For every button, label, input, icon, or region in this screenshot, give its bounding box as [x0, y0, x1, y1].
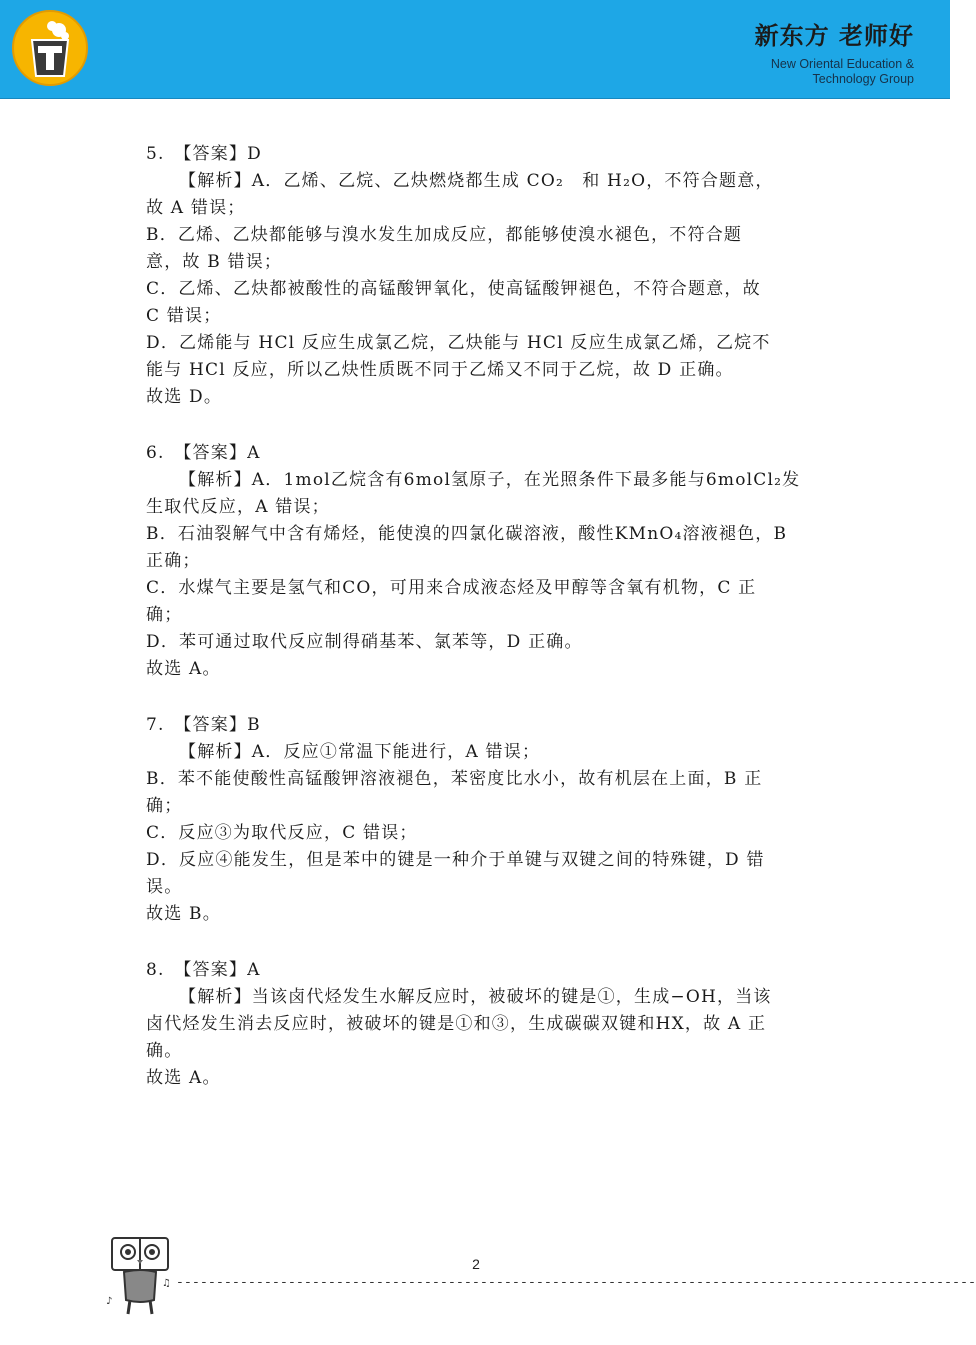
conclusion-line: 故选 D。: [146, 387, 223, 407]
analysis-line: 故 A 错误；: [146, 198, 246, 218]
bucket-logo-icon: [12, 10, 88, 86]
answer-line: 5. 【答案】D: [146, 144, 262, 164]
conclusion-line: 故选 A。: [146, 659, 221, 679]
analysis-line: 【解析】A．乙烯、乙烷、乙炔燃烧都生成 CO₂ 和 H₂O，不符合题意，: [179, 171, 774, 191]
owl-book-mascot-icon: [104, 1234, 176, 1318]
analysis-line: D．乙烯能与 HCl 反应生成氯乙烷，乙炔能与 HCl 反应生成氯乙烯，乙烷不: [146, 333, 771, 353]
analysis-line: 【解析】A．反应①常温下能进行，A 错误；: [179, 742, 541, 762]
brand-name-cn: 新东方 老师好: [754, 22, 914, 50]
question-5: [146, 141, 816, 411]
analysis-line: 卤代烃发生消去反应时，被破坏的键是①和③，生成碳碳双键和HX，故 A 正: [146, 1014, 767, 1034]
analysis-line: B．苯不能使酸性高锰酸钾溶液褪色，苯密度比水小，故有机层在上面，B 正: [146, 769, 763, 789]
analysis-line: 误。: [146, 877, 183, 897]
analysis-line: 确；: [146, 605, 183, 625]
question-6: [146, 440, 816, 683]
analysis-line: C．水煤气主要是氢气和CO，可用来合成液态烃及甲醇等含氧有机物，C 正: [146, 578, 757, 598]
brand-name-en-2: Technology Group: [812, 72, 914, 86]
header-banner: [0, 0, 950, 99]
brand-block: [755, 16, 914, 87]
analysis-line: B．乙烯、乙炔都能够与溴水发生加成反应，都能够使溴水褪色，不符合题: [146, 225, 743, 245]
conclusion-line: 故选 A。: [146, 1068, 221, 1088]
answer-line: 7. 【答案】B: [146, 715, 261, 735]
answer-line: 8. 【答案】A: [146, 960, 261, 980]
analysis-line: D．反应④能发生，但是苯中的键是一种介于单键与双键之间的特殊键，D 错: [146, 850, 765, 870]
answer-line: 6. 【答案】A: [146, 443, 261, 463]
analysis-line: C 错误；: [146, 306, 222, 326]
footer-dash-line: ----------------------------------------------------------------------------------------------------: [176, 1275, 976, 1290]
analysis-line: C．乙烯、乙炔都被酸性的高锰酸钾氧化，使高锰酸钾褪色，不符合题意，故: [146, 279, 761, 299]
brand-name-en-1: New Oriental Education &: [770, 57, 914, 71]
analysis-line: 【解析】当该卤代烃发生水解反应时，被破坏的键是①，生成−OH，当该: [179, 987, 772, 1007]
question-7: [146, 712, 816, 928]
analysis-line: 确；: [146, 796, 183, 816]
conclusion-line: 故选 B。: [146, 904, 221, 924]
analysis-line: 意，故 B 错误；: [146, 252, 283, 272]
analysis-line: 确。: [146, 1041, 183, 1061]
svg-text:♫: ♫: [162, 1278, 171, 1289]
analysis-line: 【解析】A．1mol乙烷含有6mol氢原子，在光照条件下最多能与6molCl₂发: [179, 470, 801, 490]
analysis-line: 正确；: [146, 551, 201, 571]
analysis-line: D．苯可通过取代反应制得硝基苯、氯苯等，D 正确。: [146, 632, 583, 652]
page-number: 2: [472, 1256, 480, 1272]
svg-text:♪: ♪: [106, 1296, 113, 1307]
analysis-line: B．石油裂解气中含有烯烃，能使溴的四氯化碳溶液，酸性KMnO₄溶液褪色，B: [146, 524, 788, 544]
question-8: [146, 957, 816, 1092]
analysis-line: 能与 HCl 反应，所以乙炔性质既不同于乙烯又不同于乙烷，故 D 正确。: [146, 360, 734, 380]
analysis-line: C．反应③为取代反应，C 错误；: [146, 823, 418, 843]
analysis-line: 生取代反应，A 错误；: [146, 497, 330, 517]
answer-content: [146, 141, 816, 1121]
